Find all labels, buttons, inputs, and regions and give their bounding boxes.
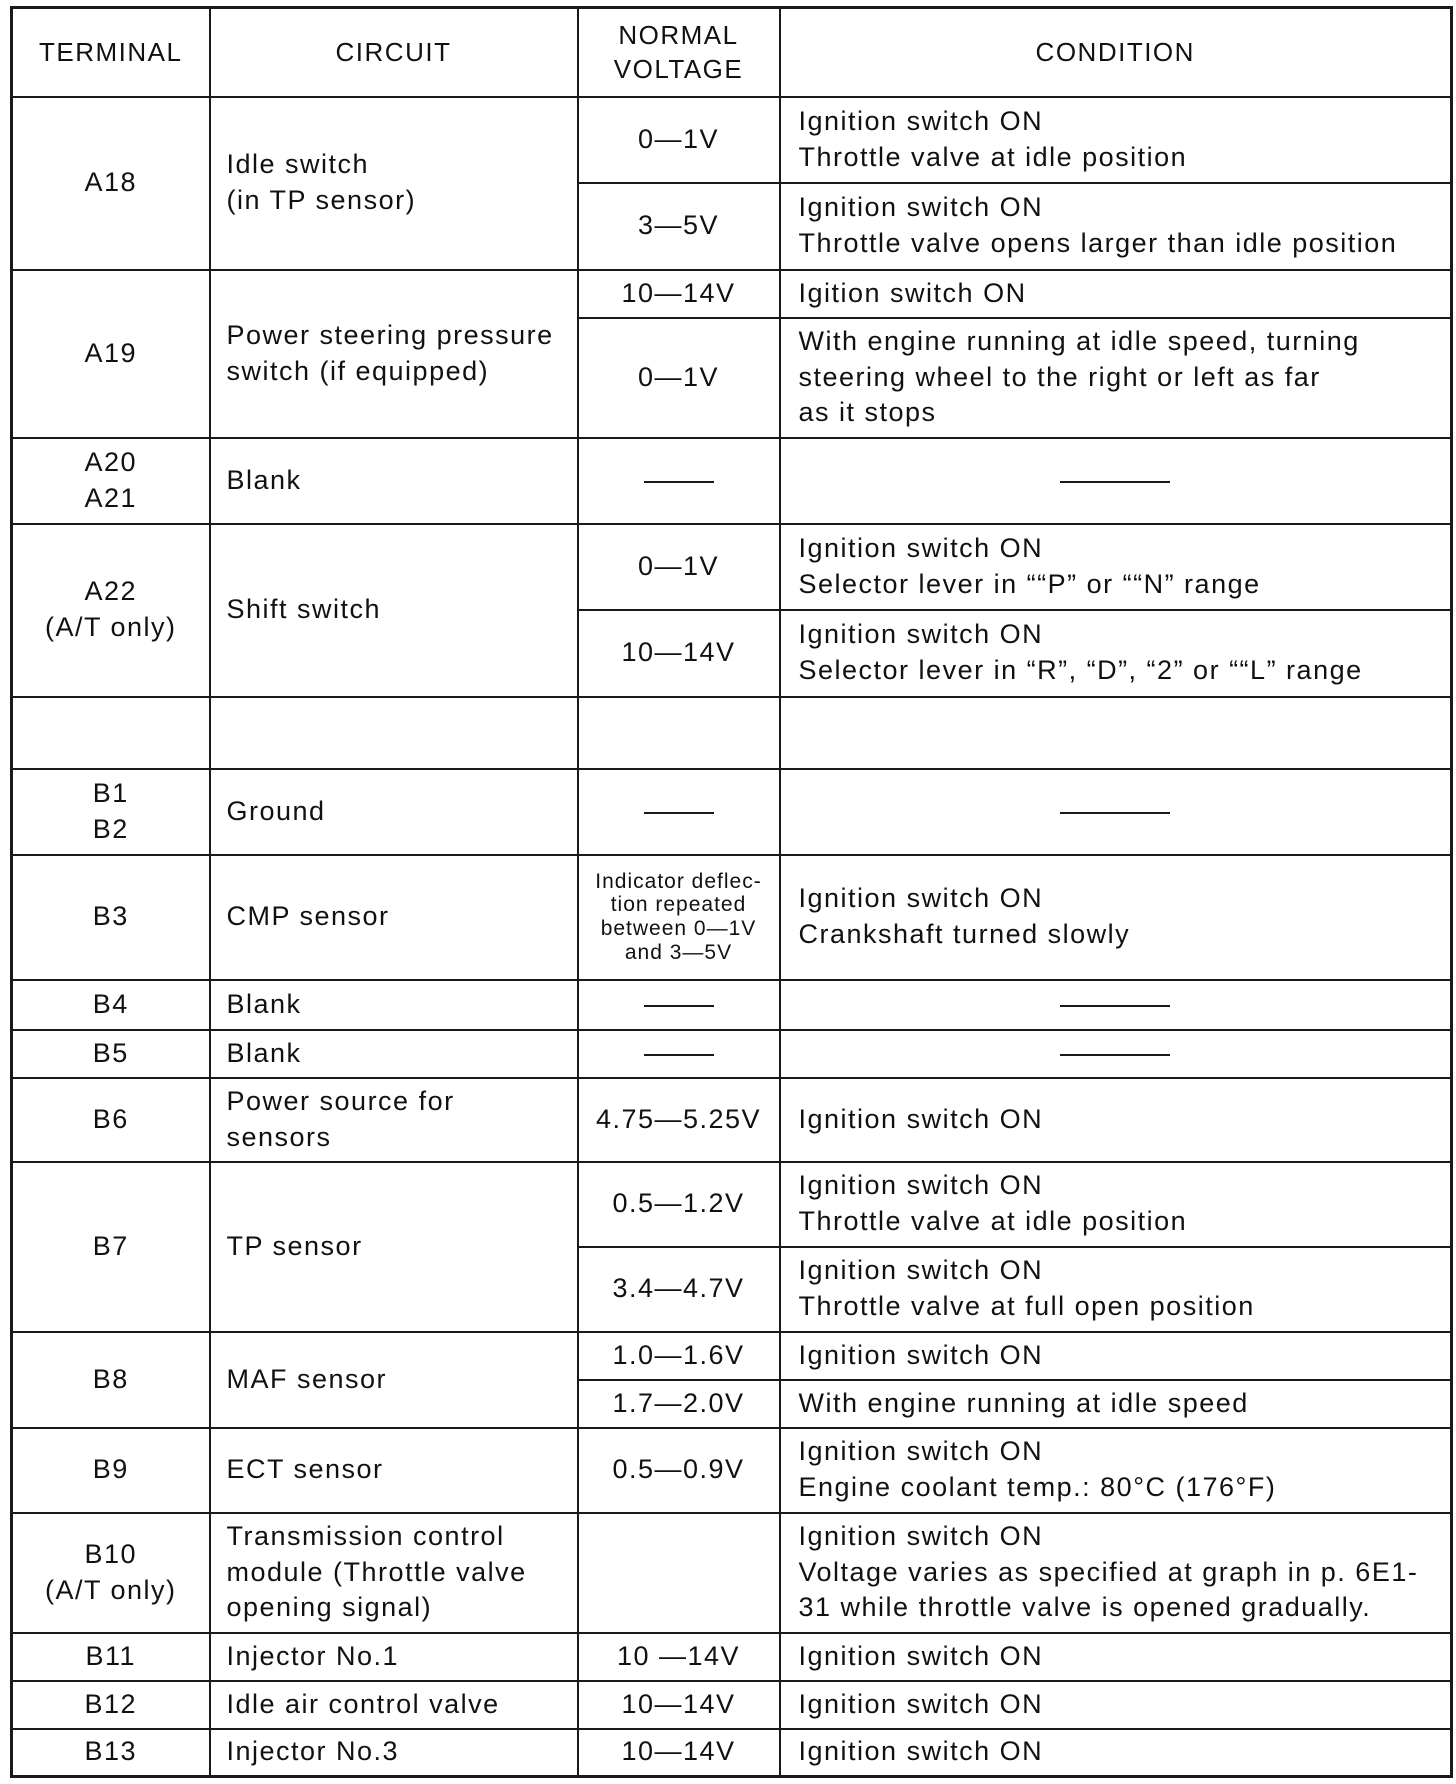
circuit-cell: Ground	[210, 769, 578, 855]
condition-cell: Ignition switch ON	[780, 1681, 1452, 1729]
circuit-cell: Blank	[210, 438, 578, 524]
voltage-cell: 3.4—4.7V	[578, 1247, 780, 1332]
voltage-cell	[578, 438, 780, 524]
terminal-cell: B5	[12, 1030, 210, 1078]
voltage-cell: 3—5V	[578, 183, 780, 270]
terminal-cell: A22 (A/T only)	[12, 524, 210, 697]
circuit-cell: Injector No.1	[210, 1633, 578, 1681]
table-row	[12, 1428, 1452, 1513]
table-row	[12, 855, 1452, 980]
circuit-cell: Blank	[210, 980, 578, 1030]
voltage-cell: Indicator deflec- tion repeated between 0—1V and 3—5V	[578, 855, 780, 980]
circuit-cell: Idle switch (in TP sensor)	[210, 97, 578, 270]
terminal-cell: B6	[12, 1078, 210, 1162]
empty-row	[12, 697, 1452, 769]
circuit-cell: ECT sensor	[210, 1428, 578, 1513]
circuit-cell: CMP sensor	[210, 855, 578, 980]
voltage-cell: 4.75—5.25V	[578, 1078, 780, 1162]
table-row	[12, 1332, 1452, 1380]
terminal-cell: B11	[12, 1633, 210, 1681]
header-terminal: TERMINAL	[12, 8, 210, 97]
table-row	[12, 980, 1452, 1030]
circuit-cell: Blank	[210, 1030, 578, 1078]
condition-cell	[780, 438, 1452, 524]
table-row	[12, 769, 1452, 855]
condition-cell: Ignition switch ON Crankshaft turned slowly	[780, 855, 1452, 980]
circuit-cell: MAF sensor	[210, 1332, 578, 1428]
empty-cell	[578, 697, 780, 769]
condition-cell: Ignition switch ON	[780, 1633, 1452, 1681]
voltage-cell	[578, 769, 780, 855]
dash-placeholder	[1060, 1054, 1170, 1056]
voltage-cell: 10—14V	[578, 610, 780, 697]
condition-cell	[780, 1030, 1452, 1078]
voltage-cell: 0—1V	[578, 524, 780, 610]
table-row	[12, 1681, 1452, 1729]
condition-cell	[780, 980, 1452, 1030]
terminal-cell: A19	[12, 270, 210, 438]
terminal-cell: B13	[12, 1729, 210, 1777]
dash-placeholder	[644, 1054, 714, 1056]
terminal-voltage-table-page	[10, 6, 1454, 1776]
voltage-cell: 10 —14V	[578, 1633, 780, 1681]
table-row	[12, 1729, 1452, 1777]
voltage-cell: 0.5—1.2V	[578, 1162, 780, 1247]
circuit-cell: TP sensor	[210, 1162, 578, 1332]
condition-cell	[780, 769, 1452, 855]
voltage-cell: 0.5—0.9V	[578, 1428, 780, 1513]
condition-cell: Ignition switch ON Throttle valve at full open position	[780, 1247, 1452, 1332]
voltage-cell: 1.0—1.6V	[578, 1332, 780, 1380]
terminal-cell: A18	[12, 97, 210, 270]
condition-cell: Ignition switch ON Selector lever in ““P” or ““N” range	[780, 524, 1452, 610]
condition-cell: Ignition switch ON Throttle valve opens larger than idle position	[780, 183, 1452, 270]
terminal-cell: A20 A21	[12, 438, 210, 524]
terminal-cell: B10 (A/T only)	[12, 1513, 210, 1633]
circuit-cell: Power source for sensors	[210, 1078, 578, 1162]
condition-cell: With engine running at idle speed, turning steering wheel to the right or left as far as it stops	[780, 318, 1452, 438]
terminal-cell: B9	[12, 1428, 210, 1513]
circuit-cell: Idle air control valve	[210, 1681, 578, 1729]
table-row	[12, 1030, 1452, 1078]
condition-cell: Ignition switch ON	[780, 1729, 1452, 1777]
terminal-cell: B8	[12, 1332, 210, 1428]
terminal-cell: B4	[12, 980, 210, 1030]
circuit-cell: Power steering pressure switch (if equipped)	[210, 270, 578, 438]
condition-cell: Ignition switch ON Selector lever in “R”, “D”, “2” or ““L” range	[780, 610, 1452, 697]
dash-placeholder	[1060, 481, 1170, 483]
terminal-cell: B1 B2	[12, 769, 210, 855]
dash-placeholder	[1060, 1005, 1170, 1007]
header-condition: CONDITION	[780, 8, 1452, 97]
dash-placeholder	[644, 481, 714, 483]
voltage-cell	[578, 1513, 780, 1633]
dash-placeholder	[644, 1005, 714, 1007]
voltage-cell	[578, 1030, 780, 1078]
circuit-cell: Transmission control module (Throttle valve opening signal)	[210, 1513, 578, 1633]
condition-cell: Ignition switch ON	[780, 1078, 1452, 1162]
table-row	[12, 524, 1452, 610]
terminal-cell: B12	[12, 1681, 210, 1729]
table-row	[12, 1078, 1452, 1162]
empty-cell	[780, 697, 1452, 769]
header-row	[12, 8, 1452, 97]
voltage-cell: 0—1V	[578, 318, 780, 438]
circuit-cell: Shift switch	[210, 524, 578, 697]
circuit-cell: Injector No.3	[210, 1729, 578, 1777]
voltage-cell	[578, 980, 780, 1030]
terminal-cell: B3	[12, 855, 210, 980]
empty-cell	[210, 697, 578, 769]
voltage-cell: 10—14V	[578, 1729, 780, 1777]
voltage-cell: 10—14V	[578, 270, 780, 318]
condition-cell: Ignition switch ON Engine coolant temp.: 80°C (176°F)	[780, 1428, 1452, 1513]
table-row	[12, 1633, 1452, 1681]
condition-cell: With engine running at idle speed	[780, 1380, 1452, 1428]
terminal-cell: B7	[12, 1162, 210, 1332]
terminal-voltage-table	[10, 6, 1453, 1778]
condition-cell: Igition switch ON	[780, 270, 1452, 318]
voltage-cell: 10—14V	[578, 1681, 780, 1729]
table-row	[12, 270, 1452, 318]
table-row	[12, 1162, 1452, 1247]
dash-placeholder	[1060, 812, 1170, 814]
empty-cell	[12, 697, 210, 769]
condition-cell: Ignition switch ON	[780, 1332, 1452, 1380]
condition-cell: Ignition switch ON Throttle valve at idle position	[780, 97, 1452, 183]
table-row	[12, 1513, 1452, 1633]
condition-cell: Ignition switch ON Throttle valve at idle position	[780, 1162, 1452, 1247]
table-row	[12, 97, 1452, 183]
dash-placeholder	[644, 812, 714, 814]
voltage-cell: 0—1V	[578, 97, 780, 183]
header-circuit: CIRCUIT	[210, 8, 578, 97]
condition-cell: Ignition switch ON Voltage varies as specified at graph in p. 6E1- 31 while throttle valve is opened gradually.	[780, 1513, 1452, 1633]
voltage-cell: 1.7—2.0V	[578, 1380, 780, 1428]
table-row	[12, 438, 1452, 524]
header-normal-voltage: NORMAL VOLTAGE	[578, 8, 780, 97]
